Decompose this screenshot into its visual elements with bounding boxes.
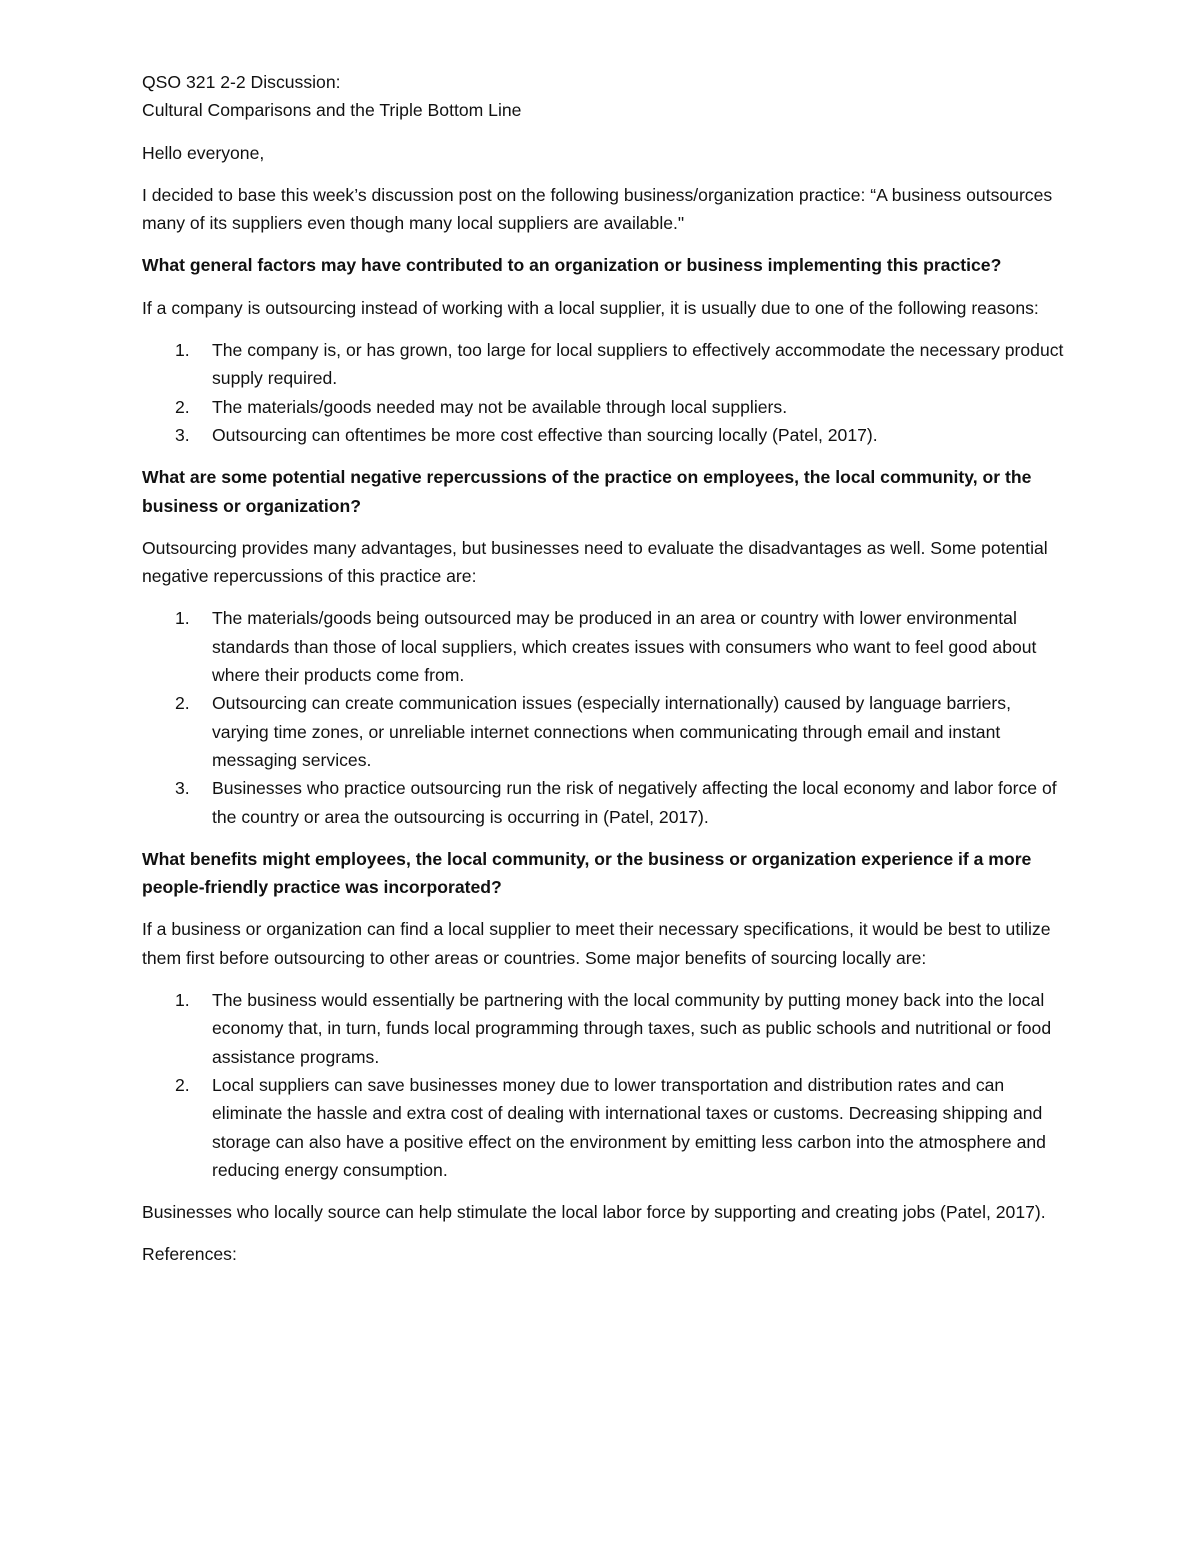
list-item-number: 2.	[175, 1074, 190, 1095]
list-item-number: 1.	[175, 608, 190, 629]
document-page	[142, 68, 1072, 1269]
list-item-text: The materials/goods needed may not be available through local suppliers.	[212, 396, 788, 417]
numbered-list-factors	[142, 336, 1072, 449]
list-item-text: Local suppliers can save businesses money due to lower transportation and distribution rates and can eliminate the hassle and extra cost of dealing with international taxes or customs. Decreasing shipping and storage can also have a positive effect on the environment by emitting less carbon into the atmosphere and reducing energy consumption.	[212, 1074, 1046, 1180]
list-item	[142, 986, 1072, 1071]
list-item-text: Outsourcing can oftentimes be more cost effective than sourcing locally (Patel, 2017).	[212, 424, 878, 445]
list-item	[142, 689, 1072, 774]
greeting: Hello everyone,	[142, 142, 265, 163]
list-item-text: The company is, or has grown, too large for local suppliers to effectively accommodate the necessary product supply required.	[212, 340, 1064, 389]
list-item-text: The materials/goods being outsourced may be produced in an area or country with lower environmental standards than those of local suppliers, which creates issues with consumers who want to feel good about where their products come from.	[212, 608, 1037, 686]
list-item-number: 2.	[175, 396, 190, 417]
course-title: QSO 321 2-2 Discussion:	[142, 72, 341, 92]
section-heading-repercussions: What are some potential negative repercussions of the practice on employees, the local community, or the business or organization?	[142, 467, 1032, 516]
list-item-text: Outsourcing can create communication issues (especially internationally) caused by language barriers, varying time zones, or unreliable internet connections when communicating through email and instant messaging services.	[212, 693, 1011, 770]
list-item	[142, 421, 1072, 449]
list-item	[142, 1071, 1072, 1184]
list-item	[142, 336, 1072, 393]
numbered-list-repercussions	[142, 604, 1072, 830]
closing-paragraph: Businesses who locally source can help stimulate the local labor force by supporting and creating jobs (Patel, 2017).	[142, 1202, 1046, 1223]
numbered-list-benefits	[142, 986, 1072, 1184]
list-item-number: 3.	[175, 424, 190, 445]
list-item-number: 2.	[175, 693, 190, 714]
section-paragraph-repercussions: Outsourcing provides many advantages, but businesses need to evaluate the disadvantages as well. Some potential negative repercussions of this practice are:	[142, 537, 1048, 587]
list-item	[142, 774, 1072, 831]
section-paragraph-benefits: If a business or organization can find a local supplier to meet their necessary specifications, it would be best to utilize them first before outsourcing to other areas or countries. Some major benefits of sourcing locally are:	[142, 919, 1051, 968]
list-item-text: Businesses who practice outsourcing run the risk of negatively affecting the local economy and labor force of the country or area the outsourcing is occurring in (Patel, 2017).	[212, 778, 1057, 827]
list-item	[142, 393, 1072, 421]
list-item-text: The business would essentially be partnering with the local community by putting money back into the local economy that, in turn, funds local programming through taxes, such as public schools and nutritional or food assistance programs.	[212, 990, 1052, 1067]
section-paragraph-factors: If a company is outsourcing instead of working with a local supplier, it is usually due to one of the following reasons:	[142, 297, 1039, 318]
list-item-number: 1.	[175, 990, 190, 1011]
list-item-number: 1.	[175, 340, 190, 361]
document-subtitle: Cultural Comparisons and the Triple Bottom Line	[142, 100, 522, 121]
section-heading-benefits: What benefits might employees, the local community, or the business or organization experience if a more people-friendly practice was incorporated?	[142, 848, 1032, 898]
section-heading-factors: What general factors may have contributed to an organization or business implementing this practice?	[142, 255, 1002, 276]
references-label: References:	[142, 1244, 237, 1265]
list-item	[142, 604, 1072, 689]
list-item-number: 3.	[175, 778, 190, 799]
intro-paragraph: I decided to base this week’s discussion post on the following business/organization practice: “A business outsources many of its suppliers even though many local suppliers are available."	[142, 184, 1053, 234]
